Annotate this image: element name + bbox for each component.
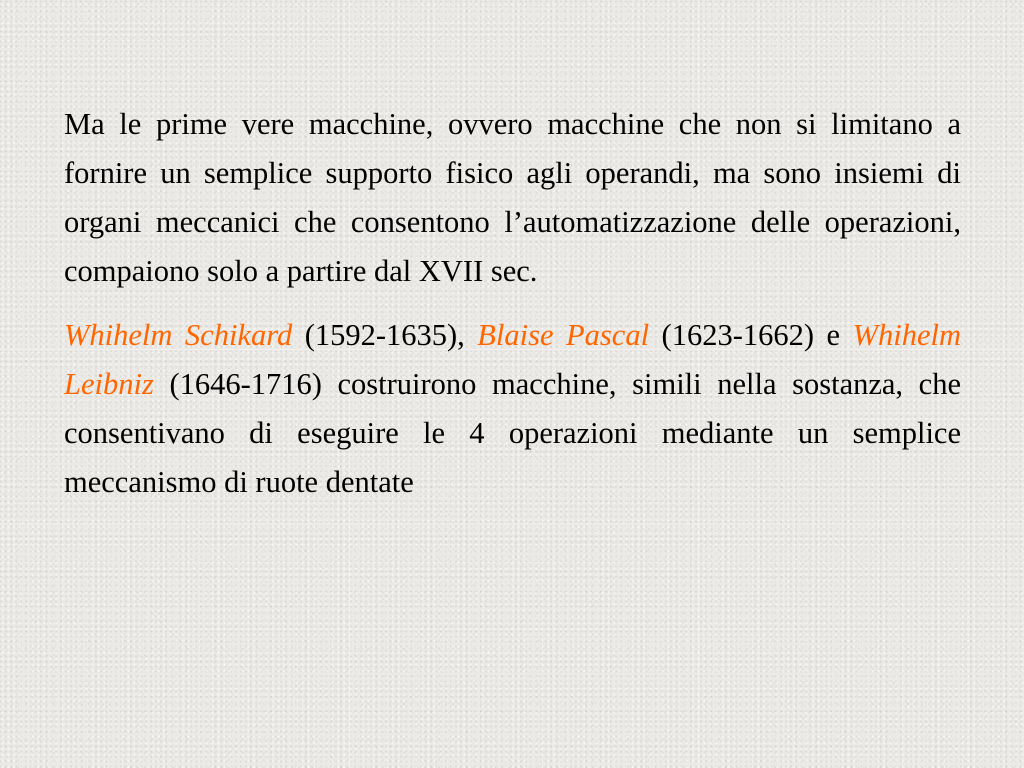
- inventor-description-text: (1646-1716) costruirono macchine, simili nella sostanza, che consentivano di eseguire le 4 operazioni mediante un semplice meccanismo di ruote dentate: [64, 367, 961, 499]
- inventor-name-pascal: Blaise Pascal: [477, 318, 650, 352]
- background-tile-seam: [0, 523, 1024, 524]
- inventor-name-leibniz: Whihelm Leibniz: [64, 318, 961, 401]
- inventor-name-schikard: Whihelm Schikard: [64, 318, 293, 352]
- paragraph-early-machines: Ma le prime vere macchine, ovvero macchine che non si limitano a fornire un semplice supporto fisico agli operandi, ma sono insiemi di organi meccanici che consentono l’automatizzazione delle operazioni, compaiono solo a partire dal XVII sec.: [64, 107, 961, 288]
- inventor-dates-text: (1623-1662) e: [649, 318, 853, 352]
- slide-body: [64, 100, 961, 522]
- inventor-dates-text: (1592-1635),: [292, 318, 478, 352]
- paragraph-inventors: [64, 311, 961, 507]
